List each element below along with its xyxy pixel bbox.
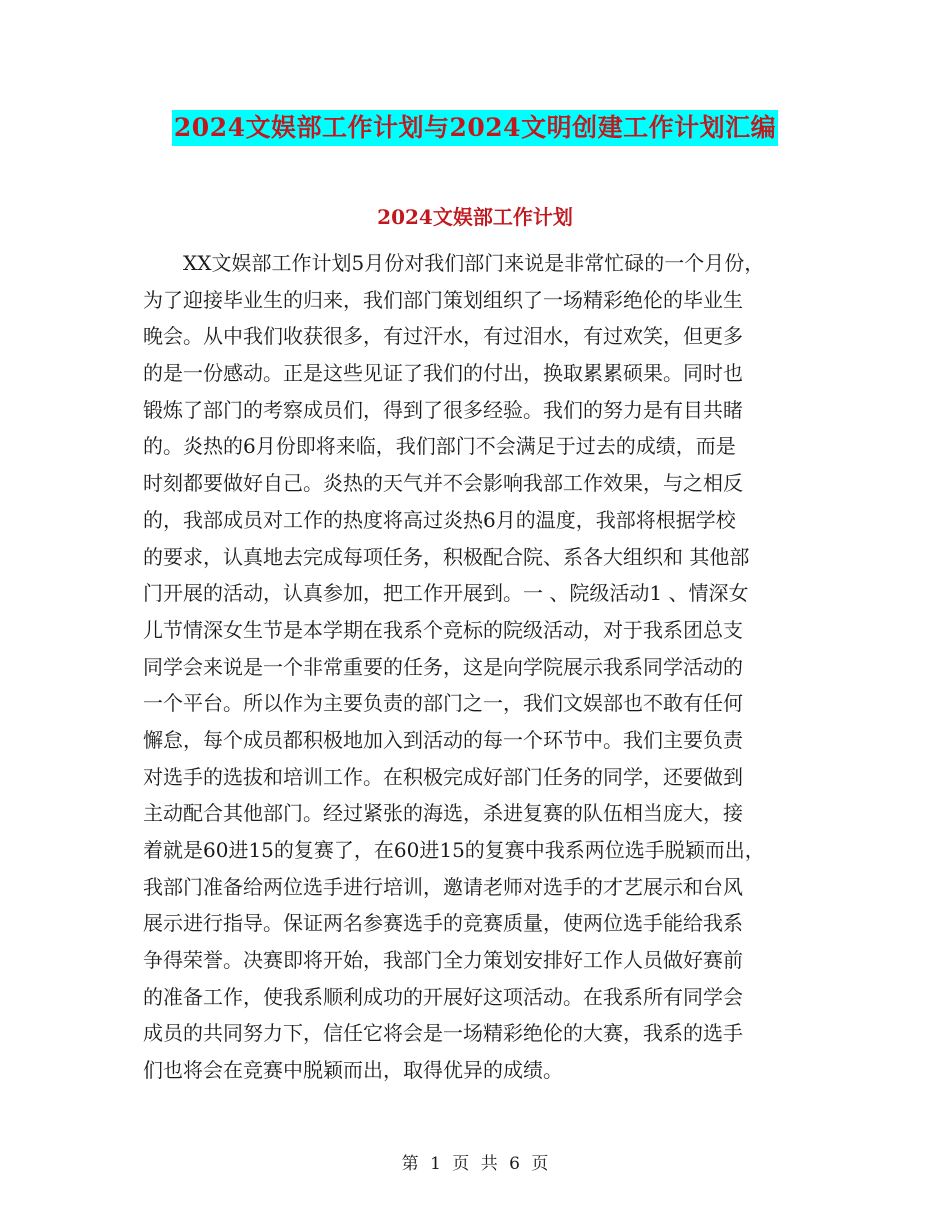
paragraph-line: 时刻都要做好自己。炎热的天气并不会影响我部工作效果，与之相反 (143, 471, 743, 496)
section-title: 2024文娱部工作计划 (377, 205, 573, 229)
paragraph-line: 们也将会在竞赛中脱颖而出，取得优异的成绩。 (143, 1058, 563, 1083)
paragraph-line: 的。炎热的6月份即将来临，我们部门不会满足于过去的成绩，而是 (143, 434, 736, 459)
page-number-footer: 第 1 页 共 6 页 (401, 1154, 549, 1174)
paragraph-line: 着就是60进15的复赛了，在60进15的复赛中我系两位选手脱颖而出， (143, 838, 765, 862)
document-title-container (0, 110, 950, 146)
paragraph-line: 为了迎接毕业生的归来，我们部门策划组织了一场精彩绝伦的毕业生 (143, 287, 743, 312)
paragraph-line: 门开展的活动，认真参加，把工作开展到。一 、院级活动1 、情深女 (143, 581, 749, 606)
paragraph-line: 成员的共同努力下，信任它将会是一场精彩绝伦的大赛，我系的选手 (143, 1021, 743, 1046)
paragraph-line: 晚会。从中我们收获很多，有过汗水，有过泪水，有过欢笑，但更多 (143, 324, 743, 349)
paragraph-line: 的是一份感动。正是这些见证了我们的付出，换取累累硕果。同时也 (143, 361, 743, 386)
paragraph-line: XX文娱部工作计划5月份对我们部门来说是非常忙碌的一个月份， (183, 251, 765, 275)
paragraph-line: 争得荣誉。决赛即将开始，我部门全力策划安排好工作人员做好赛前 (143, 948, 743, 973)
paragraph-line: 儿节情深女生节是本学期在我系个竞标的院级活动，对于我系团总支 (143, 617, 743, 642)
paragraph-line: 我部门准备给两位选手进行培训，邀请老师对选手的才艺展示和台风 (143, 874, 743, 899)
paragraph-line: 的准备工作，使我系顺利成功的开展好这项活动。在我系所有同学会 (143, 984, 743, 1009)
paragraph-line: 一个平台。所以作为主要负责的部门之一，我们文娱部也不敢有任何 (143, 691, 743, 716)
paragraph-line: 的，我部成员对工作的热度将高过炎热6月的温度，我部将根据学校 (143, 507, 736, 532)
body-paragraph (143, 245, 815, 1089)
paragraph-line: 展示进行指导。保证两名参赛选手的竞赛质量，使两位选手能给我系 (143, 911, 743, 936)
paragraph-line: 的要求，认真地去完成每项任务，积极配合院、系各大组织和 其他部 (143, 544, 750, 569)
paragraph-line: 懈怠，每个成员都积极地加入到活动的每一个环节中。我们主要负责 (143, 727, 743, 752)
paragraph-line: 锻炼了部门的考察成员们，得到了很多经验。我们的努力是有目共睹 (143, 397, 743, 422)
paragraph-line: 主动配合其他部门。经过紧张的海选，杀进复赛的队伍相当庞大，接 (143, 801, 743, 826)
document-title: 2024文娱部工作计划与2024文明创建工作计划汇编 (172, 110, 778, 146)
paragraph-line: 同学会来说是一个非常重要的任务，这是向学院展示我系同学活动的 (143, 654, 743, 679)
paragraph-line: 对选手的选拔和培训工作。在积极完成好部门任务的同学，还要做到 (143, 764, 743, 789)
